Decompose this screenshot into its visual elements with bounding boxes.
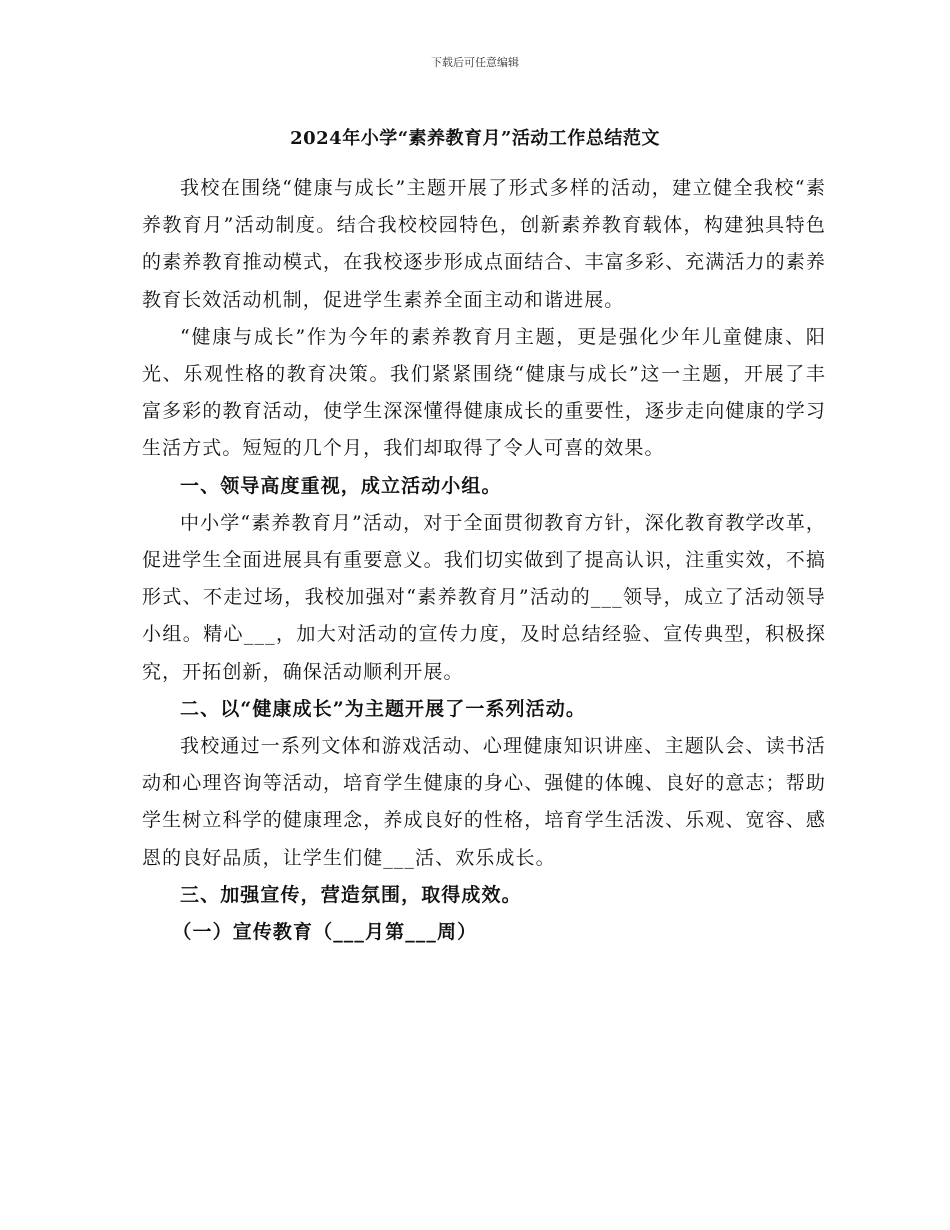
paragraph-section-2: 我校通过一系列文体和游戏活动、心理健康知识讲座、主题队会、读书活动和心理咨询等活动，培育学生健康的身心、强健的体魄、良好的意志；帮助学生树立科学的健康理念，养成良好的性格，培育学生活泼、乐观、宽容、感恩的良好品质，让学生们健___活、欢乐成长。: [142, 735, 826, 869]
section-heading-2: 二、以“健康成长”为主题开展了一系列活动。: [180, 697, 586, 720]
paragraph-theme: “健康与成长”作为今年的素养教育月主题，更是强化少年儿童健康、阳光、乐观性格的教育决策。我们紧紧围绕“健康与成长”这一主题，开展了丰富多彩的教育活动，使学生深深懂得健康成长的重要性，逐步走向健康的学习生活方式。短短的几个月，我们却取得了令人可喜的效果。: [142, 325, 826, 460]
paragraph-intro: 我校在围绕“健康与成长”主题开展了形式多样的活动，建立健全我校“素养教育月”活动制度。结合我校校园特色，创新素养教育载体，构建独具特色的素养教育推动模式，在我校逐步形成点面结合、丰富多彩、充满活力的素养教育长效活动机制，促进学生素养全面主动和谐进展。: [142, 177, 826, 311]
document-title: 2024年小学“素养教育月”活动工作总结范文: [290, 128, 660, 149]
document-body: [142, 170, 826, 951]
paragraph-section-1: 中小学“素养教育月”活动，对于全面贯彻教育方针，深化教育教学改革，促进学生全面进展具有重要意义。我们切实做到了提高认识，注重实效，不搞形式、不走过场，我校加强对“素养教育月”活动的___领导，成立了活动领导小组。精心___，加大对活动的宣传力度，及时总结经验、宣传典型，积极探究，开拓创新，确保活动顺利开展。: [142, 511, 826, 683]
section-heading-1: 一、领导高度重视，成立活动小组。: [180, 474, 502, 497]
section-heading-3: 三、加强宣传，营造氛围，取得成效。: [180, 883, 522, 906]
header-note: 下载后可任意编辑: [431, 56, 519, 69]
subsection-heading-1: （一）宣传教育（___月第___周）: [172, 921, 478, 944]
